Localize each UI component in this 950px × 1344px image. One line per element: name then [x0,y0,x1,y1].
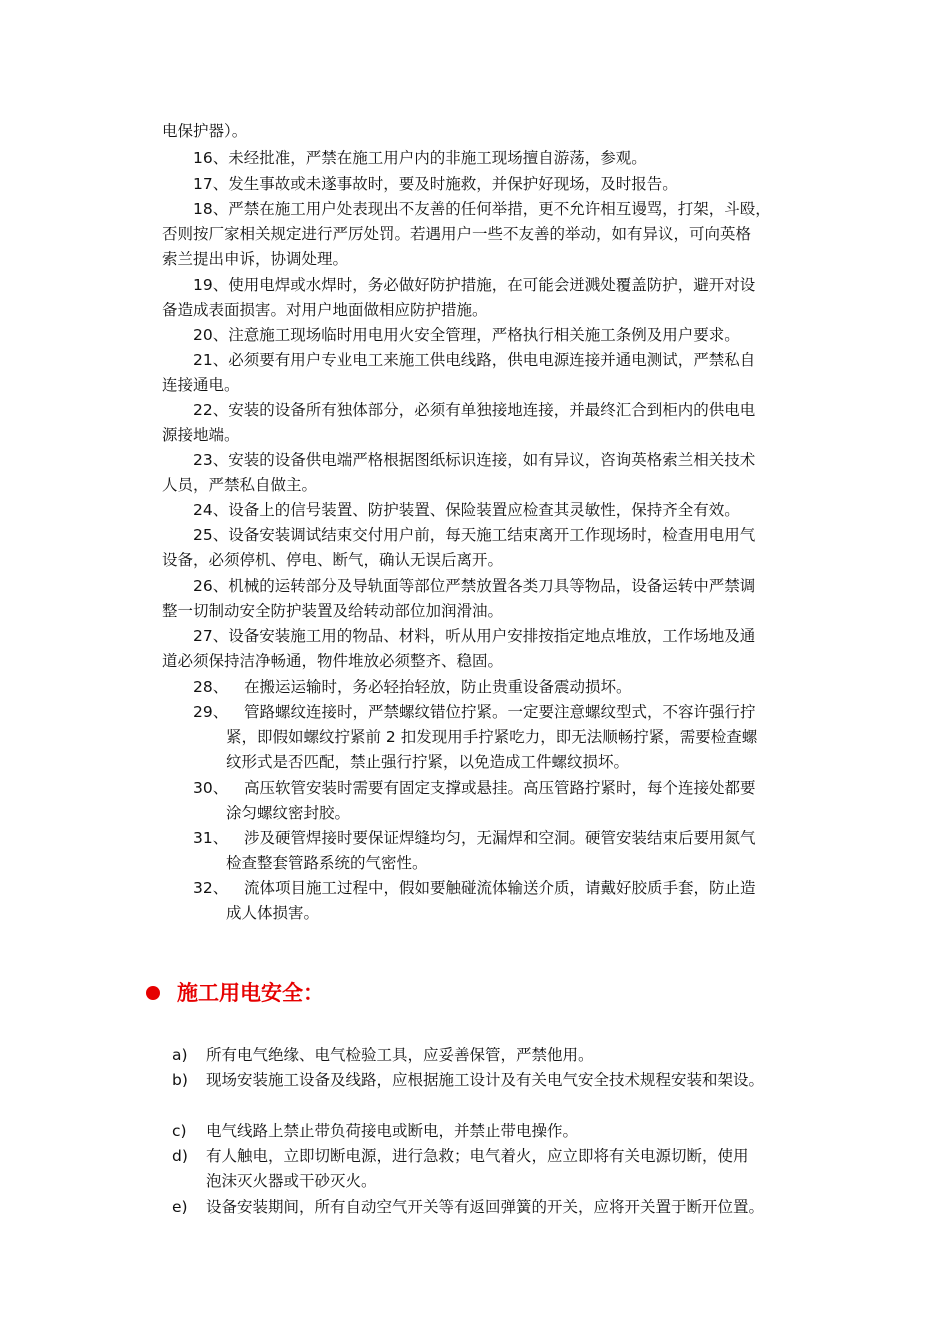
list-item-text: 设备安装期间，所有自动空气开关等有返回弹簧的开关，应将开关置于断开位置。 [206,1198,765,1216]
paragraph-line: 25、设备安装调试结束交付用户前，每天施工结束离开工作现场时，检查用电用气 [193,526,756,544]
paragraph-line: 否则按厂家相关规定进行严厉处罚。若遇用户一些不友善的举动，如有异议，可向英格 [162,225,752,243]
section-heading: 施工用电安全： [177,981,324,1005]
list-label: d) [172,1147,188,1165]
item-number: 32、 [193,879,229,897]
paragraph-line: 21、必须要有用户专业电工来施工供电线路，供电电源连接并通电测试，严禁私自 [193,351,756,369]
list-item-text: 现场安装施工设备及线路，应根据施工设计及有关电气安全技术规程安装和架设。 [206,1071,765,1089]
item-number: 30、 [193,779,229,797]
list-item-text: 有人触电，立即切断电源，进行急救；电气着火，应立即将有关电源切断，使用 [206,1147,749,1165]
paragraph-line: 27、设备安装施工用的物品、材料，听从用户安排按指定地点堆放，工作场地及通 [193,627,756,645]
list-item-text: 所有电气绝缘、电气检验工具，应妥善保管，严禁他用。 [206,1046,594,1064]
item-text-line: 涂匀螺纹密封胶。 [226,804,351,822]
paragraph-line: 18、严禁在施工用户处表现出不友善的任何举措，更不允许相互谩骂，打架，斗殴， [193,200,771,218]
paragraph-line: 整一切制动安全防护装置及给转动部位加润滑油。 [162,602,504,620]
paragraph-line: 道必须保持洁净畅通，物件堆放必须整齐、稳固。 [162,652,504,670]
item-text-line: 高压软管安装时需要有固定支撑或悬挂。高压管路拧紧时，每个连接处都要 [244,779,756,797]
paragraph-line: 16、未经批准，严禁在施工用户内的非施工现场擅自游荡，参观。 [193,149,647,167]
paragraph-line: 26、机械的运转部分及导轨面等部位严禁放置各类刀具等物品，设备运转中严禁调 [193,577,756,595]
item-text-line: 纹形式是否匹配，禁止强行拧紧，以免造成工件螺纹损坏。 [226,753,630,771]
list-label: c) [172,1122,187,1140]
list-item-text: 泡沫灭火器或干砂灭火。 [206,1172,377,1190]
item-text-line: 流体项目施工过程中，假如要触碰流体输送介质，请戴好胶质手套，防止造 [244,879,756,897]
paragraph-line: 源接地端。 [162,426,240,444]
item-text-line: 管路螺纹连接时，严禁螺纹错位拧紧。一定要注意螺纹型式，不容许强行拧 [244,703,756,721]
item-text-line: 在搬运运输时，务必轻抬轻放，防止贵重设备震动损坏。 [244,678,632,696]
paragraph-line: 19、使用电焊或水焊时，务必做好防护措施，在可能会迸溅处覆盖防护，避开对设 [193,276,756,294]
item-text-line: 检查整套管路系统的气密性。 [226,854,428,872]
bullet-dot-icon [146,986,160,1000]
list-label: b) [172,1071,188,1089]
paragraph-line: 22、安装的设备所有独体部分，必须有单独接地连接，并最终汇合到柜内的供电电 [193,401,756,419]
paragraph-line: 设备，必须停机、停电、断气，确认无误后离开。 [162,551,504,569]
list-item-text: 电气线路上禁止带负荷接电或断电，并禁止带电操作。 [206,1122,579,1140]
item-text-line: 成人体损害。 [226,904,320,922]
paragraph-line: 17、发生事故或未遂事故时，要及时施救，并保护好现场，及时报告。 [193,175,678,193]
list-label: e) [172,1198,188,1216]
paragraph-line: 23、安装的设备供电端严格根据图纸标识连接，如有异议，咨询英格索兰相关技术 [193,451,756,469]
item-text-line: 涉及硬管焊接时要保证焊缝均匀，无漏焊和空洞。硬管安装结束后要用氮气 [244,829,756,847]
item-number: 29、 [193,703,229,721]
paragraph-line: 人员，严禁私自做主。 [162,476,318,494]
paragraph-line: 索兰提出申诉，协调处理。 [162,250,349,268]
paragraph-line: 电保护器）。 [162,122,248,140]
paragraph-line: 连接通电。 [162,376,240,394]
item-text-line: 紧，即假如螺纹拧紧前 2 扣发现用手拧紧吃力，即无法顺畅拧紧，需要检查螺 [226,728,758,746]
item-number: 28、 [193,678,229,696]
item-number: 31、 [193,829,229,847]
paragraph-line: 20、注意施工现场临时用电用火安全管理，严格执行相关施工条例及用户要求。 [193,326,740,344]
paragraph-line: 备造成表面损害。对用户地面做相应防护措施。 [162,301,488,319]
list-label: a) [172,1046,188,1064]
paragraph-line: 24、设备上的信号装置、防护装置、保险装置应检查其灵敏性，保持齐全有效。 [193,501,740,519]
